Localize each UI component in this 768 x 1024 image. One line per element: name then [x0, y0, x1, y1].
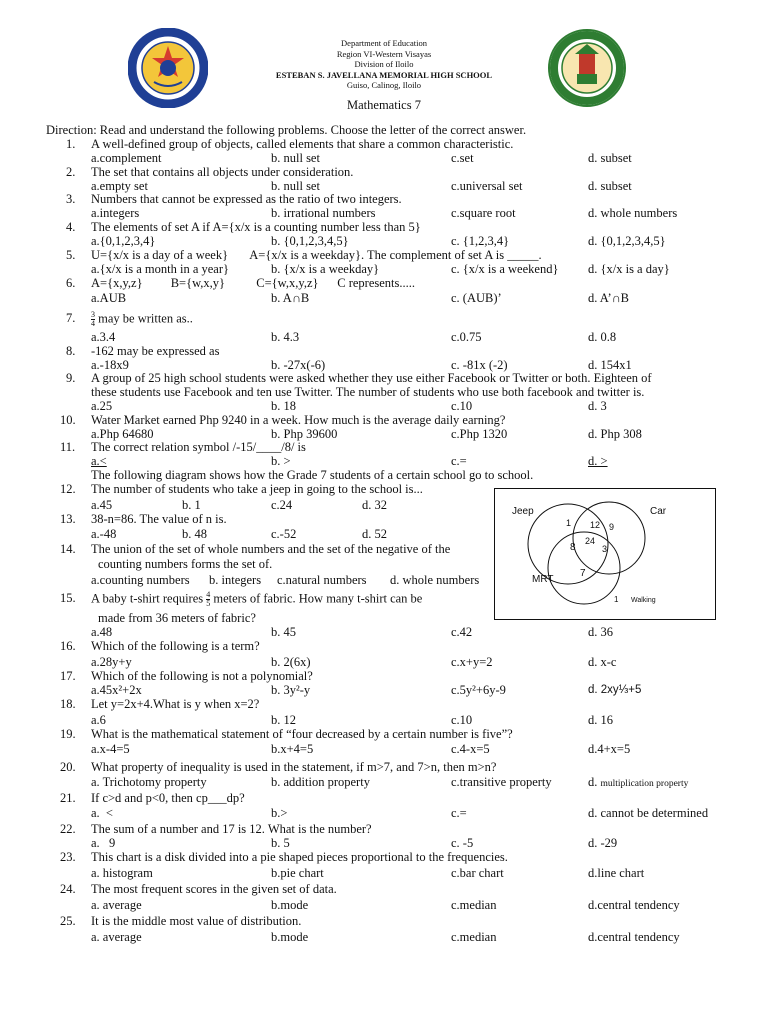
option-c: c.square root — [451, 206, 516, 220]
question-number: 25. — [60, 914, 76, 928]
option-a: a.{0,1,2,3,4} — [91, 234, 156, 248]
option-d: d. 52 — [362, 527, 387, 541]
header-line-department: Department of Education — [341, 38, 427, 48]
venn-value-all: 24 — [585, 536, 596, 546]
option-d: d. 16 — [588, 713, 613, 727]
option-b: b. 48 — [182, 527, 207, 541]
venn-diagram — [494, 488, 716, 620]
option-a: a.28y+y — [91, 655, 132, 669]
option-c: c.10 — [451, 713, 473, 727]
question-stem: A group of 25 high school students were asked whether they use either Facebook or Twitter or both. Eighteen of — [91, 371, 652, 385]
option-d: d.line chart — [588, 866, 645, 880]
option-b: b. 5 — [271, 836, 290, 850]
option-b: b. 1 — [182, 498, 201, 512]
option-b: b. 3y²-y — [271, 683, 311, 697]
option-c: c. -81x (-2) — [451, 358, 508, 372]
question-stem — [91, 591, 422, 608]
question-stem: 38-n=86. The value of n is. — [91, 512, 227, 526]
question-number: 17. — [60, 669, 76, 683]
option-a: a.x-4=5 — [91, 742, 130, 756]
option-a: a.Php 64680 — [91, 427, 154, 441]
venn-label-car: Car — [650, 506, 667, 517]
option-a: a.48 — [91, 625, 113, 639]
option-c: c.10 — [451, 399, 473, 413]
question-number: 2. — [66, 165, 76, 179]
option-b: b. null set — [271, 179, 320, 193]
venn-value-car-only: 9 — [609, 522, 615, 532]
option-d: d. 0.8 — [588, 330, 617, 344]
option-d: d.central tendency — [588, 898, 680, 912]
option-a: a. Trichotomy property — [91, 775, 207, 789]
option-b: b. {x/x is a weekday} — [271, 262, 380, 276]
fraction — [91, 311, 95, 328]
question-number: 7. — [66, 311, 76, 325]
option-b: b. -27x(-6) — [271, 358, 326, 372]
option-c: c.= — [451, 454, 467, 468]
option-b: b. 45 — [271, 625, 296, 639]
option-b: b. 2(6x) — [271, 655, 311, 669]
option-c: c.24 — [271, 498, 293, 512]
option-c: c.natural numbers — [277, 573, 367, 587]
question-stem: The union of the set of whole numbers and the set of the negative of the — [91, 542, 451, 556]
option-a: a.{x/x is a month in a year} — [91, 262, 230, 276]
question-number: 12. — [60, 482, 76, 496]
question-number: 16. — [60, 639, 76, 653]
option-a: a.25 — [91, 399, 113, 413]
option-d: d. 32 — [362, 498, 387, 512]
question-stem: Let y=2x+4.What is y when x=2? — [91, 697, 260, 711]
question-stem: The set that contains all objects under consideration. — [91, 165, 354, 179]
option-c: c.universal set — [451, 179, 523, 193]
question-number: 21. — [60, 791, 76, 805]
option-c: c. {1,2,3,4} — [451, 234, 510, 248]
option-d-letter: d. — [588, 775, 598, 789]
question-number: 1. — [66, 137, 76, 151]
question-number: 13. — [60, 512, 76, 526]
option-d-text: multiplication property — [600, 779, 689, 789]
option-c: c.-52 — [271, 527, 297, 541]
header-line-region: Region VI-Western Visayas — [336, 48, 432, 59]
option-c: c.4-x=5 — [451, 742, 490, 756]
question-stem-continued: these students use Facebook and ten use Twitter. The number of students who use both facebook and twitter is. — [91, 385, 645, 399]
option-b: b. {0,1,2,3,4,5} — [271, 234, 349, 248]
header-address: Guiso, Calinog, Iloilo — [346, 80, 422, 90]
option-b: b.mode — [271, 930, 309, 944]
option-d: d.4+x=5 — [588, 742, 631, 756]
question-number: 6. — [66, 276, 76, 290]
fraction-denominator: 4 — [91, 319, 95, 328]
option-a: a. average — [91, 898, 142, 912]
question-number: 22. — [60, 822, 76, 836]
option-d — [588, 775, 688, 791]
option-c: c.median — [451, 930, 497, 944]
question-number: 18. — [60, 697, 76, 711]
question-stem-text: may be written as.. — [98, 311, 193, 326]
question-stem — [91, 311, 193, 328]
option-a: a. 9 — [91, 836, 116, 850]
option-b: b.mode — [271, 898, 309, 912]
direction-text: Direction: Read and understand the following problems. Choose the letter of the correct answer. — [46, 123, 527, 137]
question-stem-continued: made from 36 meters of fabric? — [98, 611, 256, 625]
option-c: c.Php 1320 — [451, 427, 508, 441]
option-d: d.central tendency — [588, 930, 680, 944]
option-b: b. A∩B — [271, 291, 310, 305]
venn-value-jeep-only: 1 — [566, 518, 572, 528]
question-stem: A={x,y,z} B={w,x,y} C={w,x,y,z} C represents..... — [91, 276, 416, 290]
fraction — [206, 591, 210, 608]
question-stem: If c>d and p<0, then cp___dp? — [91, 791, 245, 805]
question-number: 14. — [60, 542, 76, 556]
option-c: c.set — [451, 151, 474, 165]
question-number: 9. — [66, 371, 76, 385]
question-stem: The elements of set A if A={x/x is a counting number less than 5} — [91, 220, 421, 234]
fraction-denominator: 5 — [206, 599, 211, 608]
venn-label-jeep: Jeep — [512, 506, 534, 517]
option-a: a.counting numbers — [91, 573, 190, 587]
option-a: a.AUB — [91, 291, 127, 305]
option-c: c.median — [451, 898, 497, 912]
question-number: 5. — [66, 248, 76, 262]
subject-title: Mathematics 7 — [347, 98, 421, 112]
option-a: a.-48 — [91, 527, 117, 541]
option-d: d. 36 — [588, 625, 613, 639]
header-school-name: ESTEBAN S. JAVELLANA MEMORIAL HIGH SCHOOL — [275, 69, 493, 80]
venn-circle-car — [573, 502, 645, 574]
option-b: b.pie chart — [271, 866, 324, 880]
question-stem: The number of students who take a jeep in going to the school is... — [91, 482, 423, 496]
school-header — [0, 38, 768, 91]
option-c: c.42 — [451, 625, 473, 639]
option-b: b. Php 39600 — [271, 427, 338, 441]
question-number: 24. — [60, 882, 76, 896]
option-a: a.45 — [91, 498, 113, 512]
option-d: d. {x/x is a day} — [588, 262, 670, 276]
option-c: c.5y²+6y-9 — [451, 683, 506, 697]
question-stem: U={x/x is a day of a week} A={x/x is a weekday}. The complement of set A is _____. — [91, 248, 542, 262]
option-c: c. -5 — [451, 836, 474, 850]
question-stem: Which of the following is a term? — [91, 639, 260, 653]
option-a: a.< — [91, 454, 107, 468]
option-c: c.transitive property — [451, 775, 552, 789]
option-b: b. irrational numbers — [271, 206, 376, 220]
fraction-numerator: 4 — [206, 590, 211, 599]
question-stem: Water Market earned Php 9240 in a week. How much is the average daily earning? — [91, 413, 506, 427]
option-b: b. null set — [271, 151, 320, 165]
venn-label-mrt: MRT — [532, 574, 554, 585]
question-stem: Which of the following is not a polynomial? — [91, 669, 313, 683]
option-a: a.-18x9 — [91, 358, 129, 372]
option-b: b. addition property — [271, 775, 370, 789]
question-number: 15. — [60, 591, 76, 605]
diagram-intro-text: The following diagram shows how the Grade 7 students of a certain school go to school. — [91, 468, 534, 482]
option-a: a. average — [91, 930, 142, 944]
header-line-division: Division of Iloilo — [354, 59, 414, 69]
option-d: d. 154x1 — [588, 358, 632, 372]
option-c: c.0.75 — [451, 330, 482, 344]
question-number: 3. — [66, 192, 76, 206]
question-stem: The correct relation symbol /-15/____/8/ is — [91, 440, 306, 454]
option-d: d. x-c — [588, 655, 617, 669]
option-b: b.x+4=5 — [271, 742, 314, 756]
option-a: a.45x²+2x — [91, 683, 142, 697]
option-a: a.empty set — [91, 179, 148, 193]
question-number: 8. — [66, 344, 76, 358]
venn-value-mrt-only: 7 — [580, 568, 586, 579]
fraction-numerator: 3 — [91, 310, 95, 319]
question-stem: The sum of a number and 17 is 12. What is the number? — [91, 822, 372, 836]
option-c: c.= — [451, 806, 467, 820]
option-d: d. 3 — [588, 399, 607, 413]
option-b: b. integers — [209, 573, 262, 587]
option-d: d. whole numbers — [390, 573, 480, 587]
option-b: b. 4.3 — [271, 330, 300, 344]
option-a: a.6 — [91, 713, 106, 727]
question-number: 10. — [60, 413, 76, 427]
question-number: 11. — [60, 440, 76, 454]
venn-value-walking: 1 — [614, 595, 619, 604]
option-c: c. (AUB)’ — [451, 291, 502, 305]
question-stem-text: meters of fabric. How many t-shirt can be — [213, 591, 423, 606]
option-b: b.> — [271, 806, 288, 820]
option-d: d. > — [588, 454, 608, 468]
question-stem: A well-defined group of objects, called elements that share a common characteristic. — [91, 137, 514, 151]
question-stem: It is the middle most value of distribution. — [91, 914, 302, 928]
option-a: a. < — [91, 806, 113, 820]
option-d: d. {0,1,2,3,4,5} — [588, 234, 666, 248]
venn-value-jeep-car: 12 — [590, 520, 601, 530]
option-a: a. histogram — [91, 866, 153, 880]
question-number: 4. — [66, 220, 76, 234]
option-d: d. subset — [588, 179, 632, 193]
option-a: a.integers — [91, 206, 140, 220]
question-number: 23. — [60, 850, 76, 864]
option-d: d. -29 — [588, 836, 618, 850]
option-d: d. whole numbers — [588, 206, 678, 220]
option-b: b. 18 — [271, 399, 296, 413]
option-a: a.complement — [91, 151, 162, 165]
option-d: d. cannot be determined — [588, 806, 709, 820]
question-stem: This chart is a disk divided into a pie shaped pieces proportional to the frequencies. — [91, 850, 508, 864]
option-d: d. 2xy⅓+5 — [588, 684, 642, 696]
question-stem: The most frequent scores in the given set of data. — [91, 882, 337, 896]
venn-value-car-mrt: 3 — [602, 544, 608, 554]
question-stem: What property of inequality is used in the statement, if m>7, and 7>n, then m>n? — [91, 760, 497, 774]
question-stem: What is the mathematical statement of “four decreased by a certain number is five”? — [91, 727, 513, 741]
option-b: b. 12 — [271, 713, 296, 727]
question-stem: Numbers that cannot be expressed as the ratio of two integers. — [91, 192, 402, 206]
option-a: a.3.4 — [91, 330, 116, 344]
option-d: d. A’∩B — [588, 291, 629, 305]
venn-value-jeep-mrt: 8 — [570, 542, 576, 553]
option-c: c.bar chart — [451, 866, 504, 880]
question-stem-continued: counting numbers forms the set of. — [98, 557, 273, 571]
option-c: c.x+y=2 — [451, 655, 493, 669]
venn-label-walking: Walking — [631, 597, 656, 604]
question-stem-prefix: A baby t-shirt requires — [91, 591, 204, 606]
option-d: d. subset — [588, 151, 632, 165]
question-stem: -162 may be expressed as — [91, 344, 220, 358]
option-d: d. Php 308 — [588, 427, 642, 441]
question-number: 20. — [60, 760, 76, 774]
question-number: 19. — [60, 727, 76, 741]
option-c: c. {x/x is a weekend} — [451, 262, 559, 276]
option-b: b. > — [271, 454, 291, 468]
